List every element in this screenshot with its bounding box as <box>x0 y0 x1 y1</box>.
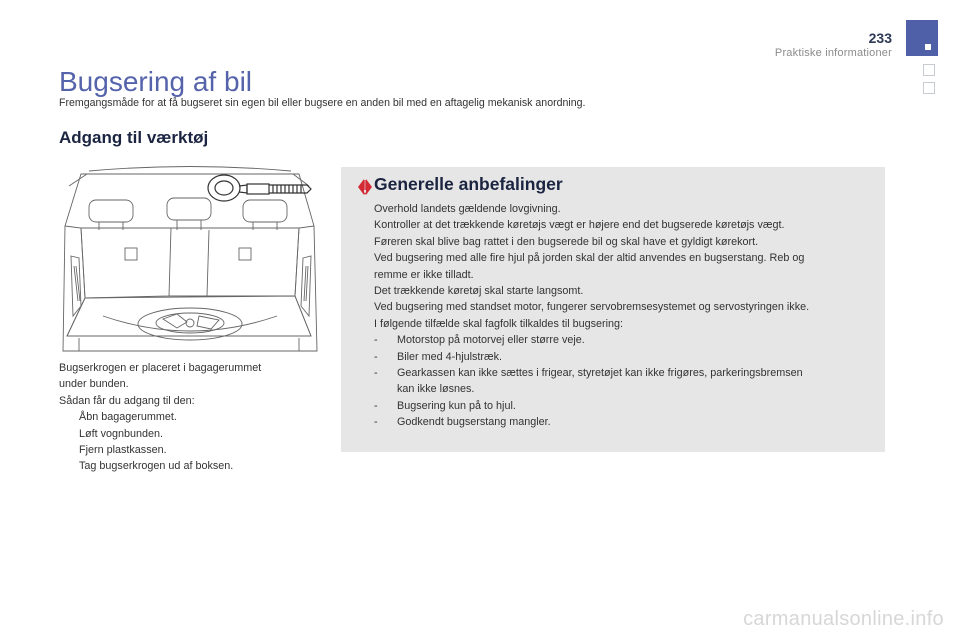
list-item <box>374 365 880 381</box>
recommendation-line: Overhold landets gældende lovgivning. <box>374 203 561 215</box>
recommendation-line: Ved bugsering med alle fire hjul på jorden skal der altid anvendes en bugserstang. Reb og <box>374 252 805 265</box>
recommendation-line: Kontroller at det trækkende køretøjs vægt er højere end det bugserede køretøjs vægt. <box>374 219 785 232</box>
list-item <box>374 349 880 365</box>
dash-bullet: - <box>374 367 378 380</box>
bullet-icon <box>59 409 79 425</box>
chapter-box <box>923 64 935 76</box>
page-number: 233 <box>868 30 892 46</box>
dash-spacer <box>374 381 397 397</box>
chapter-tab-mark <box>925 44 931 50</box>
panel-title: Generelle anbefalinger <box>374 174 563 194</box>
step-item <box>59 409 321 425</box>
list-item <box>374 414 880 430</box>
trunk-illustration <box>59 166 321 356</box>
step-item <box>59 442 321 458</box>
dash-bullet: - <box>374 416 378 429</box>
intro-text: Bugserkrogen er placeret i bagagerummet <box>59 362 262 374</box>
chapter-tab <box>906 20 938 56</box>
recommendation-line: Ved bugsering med standset motor, fungerer servobremsesystemet og servostyringen ikke. <box>374 301 810 314</box>
bullet-icon <box>59 442 79 458</box>
dash-bullet: - <box>374 334 378 347</box>
recommendation-line: Det trækkende køretøj skal starte langsomt. <box>374 285 584 298</box>
list-item-text: Gearkassen kan ikke sættes i frigear, styretøjet kan ikke frigøres, parkeringsbremsen <box>397 367 803 380</box>
section-title: Adgang til værktøj <box>59 128 209 147</box>
chapter-box <box>923 82 935 94</box>
dash-bullet: - <box>374 350 378 363</box>
list-item-text: Godkendt bugserstang mangler. <box>397 416 551 429</box>
step-text: Tag bugserkrogen ud af boksen. <box>79 460 234 473</box>
watermark: carmanualsonline.info <box>743 608 944 630</box>
access-instructions <box>59 360 321 475</box>
bullet-icon <box>59 458 79 474</box>
dash-bullet: - <box>374 399 378 412</box>
list-item-text: Bugsering kun på to hjul. <box>397 399 516 412</box>
step-text: Løft vognbunden. <box>79 427 164 440</box>
step-item <box>59 458 321 474</box>
page-subtitle: Fremgangsmåde for at få bugseret sin egen bil eller bugsere en anden bil med en aftagelig mekanisk anordning. <box>59 97 586 109</box>
intro-text: under bunden. <box>59 378 129 391</box>
step-text: Fjern plastkassen. <box>79 444 167 457</box>
recommendation-line: I følgende tilfælde skal fagfolk tilkaldes til bugsering: <box>374 317 624 330</box>
recommendation-line: Føreren skal blive bag rattet i den bugserede bil og skal have et gyldigt kørekort. <box>374 235 759 248</box>
list-item-text: Motorstop på motorvej eller større veje. <box>397 334 585 347</box>
list-item <box>374 381 880 397</box>
recommendations-panel <box>341 167 885 452</box>
step-text: Åbn bagagerummet. <box>79 411 177 424</box>
recommendation-line: remme er ikke tilladt. <box>374 268 474 281</box>
list-item-text: Biler med 4-hjulstræk. <box>397 350 503 363</box>
page-title: Bugsering af bil <box>59 66 253 97</box>
panel-body <box>374 201 880 431</box>
list-item-text: kan ikke løsnes. <box>397 383 475 396</box>
section-name: Praktiske informationer <box>774 47 892 59</box>
bullet-icon <box>59 426 79 442</box>
intro-text: Sådan får du adgang til den: <box>59 394 195 407</box>
list-item <box>374 332 880 348</box>
step-item <box>59 426 321 442</box>
list-item <box>374 398 880 414</box>
